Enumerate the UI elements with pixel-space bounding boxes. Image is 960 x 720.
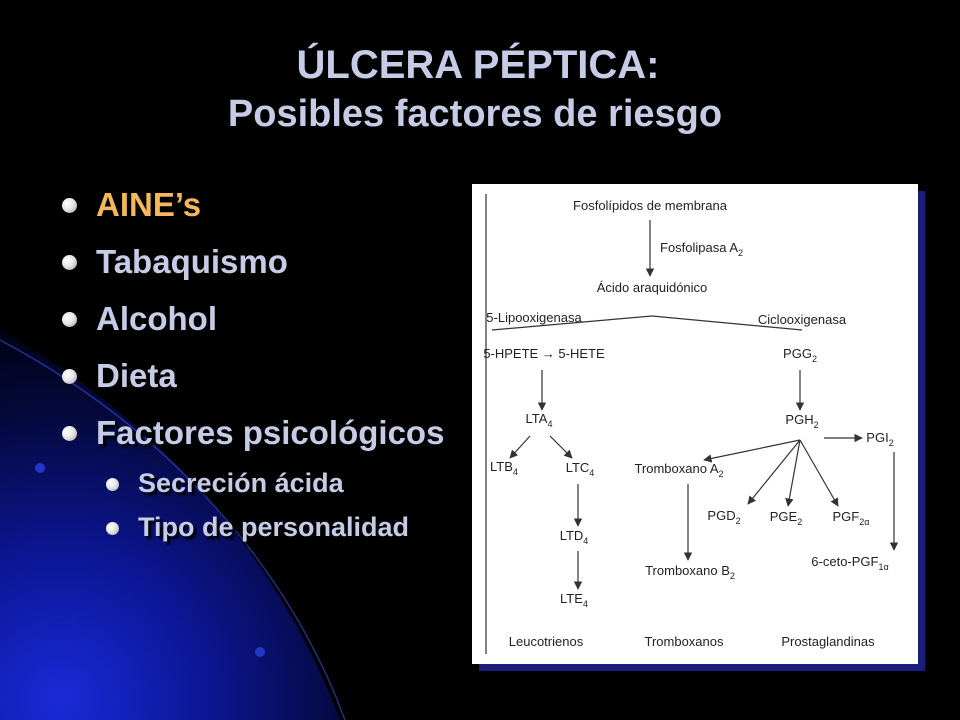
bullet-text: Tabaquismo [96, 243, 288, 280]
node-lipoox: 5-Lipooxigenasa [486, 310, 582, 325]
arrow-lta4-ltb4 [510, 436, 530, 458]
arrow-lta4-ltc4 [550, 436, 572, 458]
bullet-item [60, 347, 444, 404]
arrow-pgh2-pgf2a [800, 440, 838, 506]
node-category-tromboxanos: Tromboxanos [644, 634, 724, 649]
bullet-dot-icon [106, 522, 119, 535]
risk-factor-list [60, 176, 444, 549]
node-pgh2: $PGH_2$ [785, 412, 819, 430]
bullet-text: Alcohol [96, 300, 217, 337]
bullet-item [60, 290, 444, 347]
node-pgd2: $PGD_2$ [707, 508, 741, 526]
title-line-2: Posibles factores de riesgo [227, 93, 723, 135]
bullet-dot-icon [106, 478, 119, 491]
node-fosfolipidos: Fosfolípidos de membrana [573, 198, 727, 213]
bullet-dot-icon [62, 312, 77, 327]
node-ltb4: $LTB_4$ [490, 459, 518, 477]
bullet-text: Dieta [96, 357, 177, 394]
node-cicloox: Ciclooxigenasa [757, 312, 847, 327]
slide-title [0, 40, 960, 138]
node-category-prostaglandinas: Prostaglandinas [781, 634, 875, 649]
bullet-item [60, 176, 444, 233]
bullet-dot-icon [62, 426, 77, 441]
node-fosfolipasa: Fosfolipasa $A_2$ [660, 240, 744, 258]
node-ltc4: $LTC_4$ [565, 460, 595, 478]
sub-bullet-item [60, 461, 444, 505]
bullet-item [60, 233, 444, 290]
node-lte4: $LTE_4$ [560, 591, 588, 609]
node-cetopgf: $6-ceto-PGF_{1\alpha}$ [811, 554, 889, 572]
decorative-dot [255, 647, 265, 657]
bullet-text: Secreción ácida [138, 468, 344, 498]
node-pgi2: $PGI_2$ [866, 430, 894, 448]
node-pgg2: $PGG_2$ [783, 346, 817, 364]
arachidonic-pathway-diagram [472, 184, 918, 664]
node-acido: Ácido araquidónico [596, 280, 708, 295]
pathway-svg [472, 184, 918, 664]
bullet-text: AINE’s [96, 186, 202, 223]
node-hpete: 5-HPETE → 5-HETE [483, 346, 605, 361]
title-line-1: ÚLCERA PÉPTICA: [296, 43, 660, 87]
node-txb2: Tromboxano $B_2$ [645, 563, 735, 581]
node-pge2: $PGE_2$ [769, 509, 803, 527]
node-lta4: $LTA_4$ [525, 411, 553, 429]
bullet-dot-icon [62, 369, 77, 384]
bullet-dot-icon [62, 198, 77, 213]
node-category-leucotrienos: Leucotrienos [508, 634, 584, 649]
decorative-dot [35, 463, 45, 473]
arrow-pgh2-pge2 [788, 440, 800, 506]
node-txa2: Tromboxano $A_2$ [634, 461, 724, 479]
bullet-item [60, 404, 444, 461]
bullet-dot-icon [62, 255, 77, 270]
sub-bullet-item [60, 505, 444, 549]
node-pgf2a: $PGF_{2\alpha}$ [832, 509, 870, 527]
node-ltd4: $LTD_4$ [559, 528, 589, 546]
bullet-text: Factores psicológicos [96, 414, 445, 451]
bullet-text: Tipo de personalidad [138, 512, 410, 542]
